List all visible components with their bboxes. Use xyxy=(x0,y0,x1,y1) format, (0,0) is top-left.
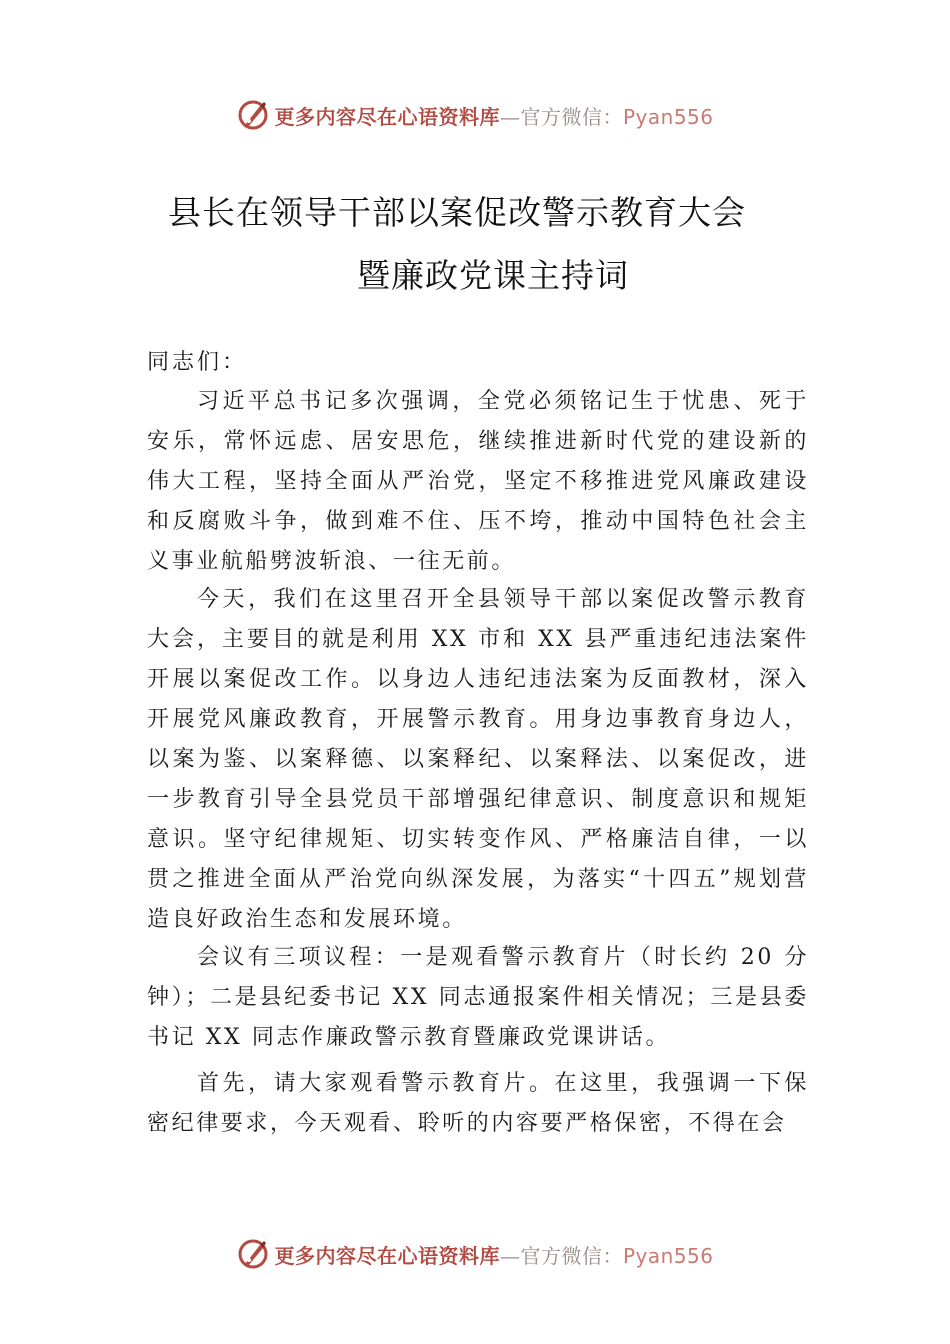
watermark-separator: —官方微信： xyxy=(499,104,623,129)
header-watermark xyxy=(0,93,950,137)
watermark-separator: —官方微信： xyxy=(499,1243,623,1268)
pen-logo-icon xyxy=(236,98,270,132)
watermark-wechat-id: Pyan556 xyxy=(622,1243,714,1268)
salutation: 同志们： xyxy=(147,350,248,375)
document-title-line2: 暨廉政党课主持词 xyxy=(357,256,629,295)
paragraph: 会议有三项议程：一是观看警示教育片（时长约 20 分钟）；二是县纪委书记 XX 同志通报案件相关情况；三是县委书记 XX 同志作廉政警示教育暨廉政党课讲话。 xyxy=(147,945,809,1050)
paragraph: 首先，请大家观看警示教育片。在这里，我强调一下保密纪律要求，今天观看、聆听的内容要严格保密，不得在会 xyxy=(147,1071,809,1136)
watermark-main: 更多内容尽在心语资料库 xyxy=(274,1243,500,1268)
paragraph: 习近平总书记多次强调，全党必须铭记生于忧患、死于安乐，常怀远虑、居安思危，继续推进新时代党的建设新的伟大工程，坚持全面从严治党，坚定不移推进党风廉政建设和反腐败斗争，做到难不住、压不垮，推动中国特色社会主义事业航船劈波斩浪、一往无前。 xyxy=(147,389,809,574)
watermark-wechat-id: Pyan556 xyxy=(622,104,714,129)
footer-watermark xyxy=(0,1232,950,1276)
watermark-text xyxy=(274,1240,713,1269)
paragraph: 今天，我们在这里召开全县领导干部以案促改警示教育大会，主要目的就是利用 XX 市和 XX 县严重违纪违法案件开展以案促改工作。以身边人违纪违法案为反面教材，深入开展党风廉政教育，开展警示教育。用身边事教育身边人， 以案为鉴、以案释德、以案释纪、以案释法、以案促改，进一步教育引导全县党员干部增强纪律意识、制度意识和规矩意识。坚守纪律规矩、切实转变作风、严格廉洁自律，一以贯之推进全面从严治党向纵深发展，为落实“十四五”规划营造良好政治生态和发展环境。 xyxy=(147,587,809,932)
watermark-text xyxy=(274,101,713,130)
document-title-line1: 县长在领导干部以案促改警示教育大会 xyxy=(168,193,746,232)
pen-logo-icon xyxy=(236,1237,270,1271)
watermark-main: 更多内容尽在心语资料库 xyxy=(274,104,500,129)
